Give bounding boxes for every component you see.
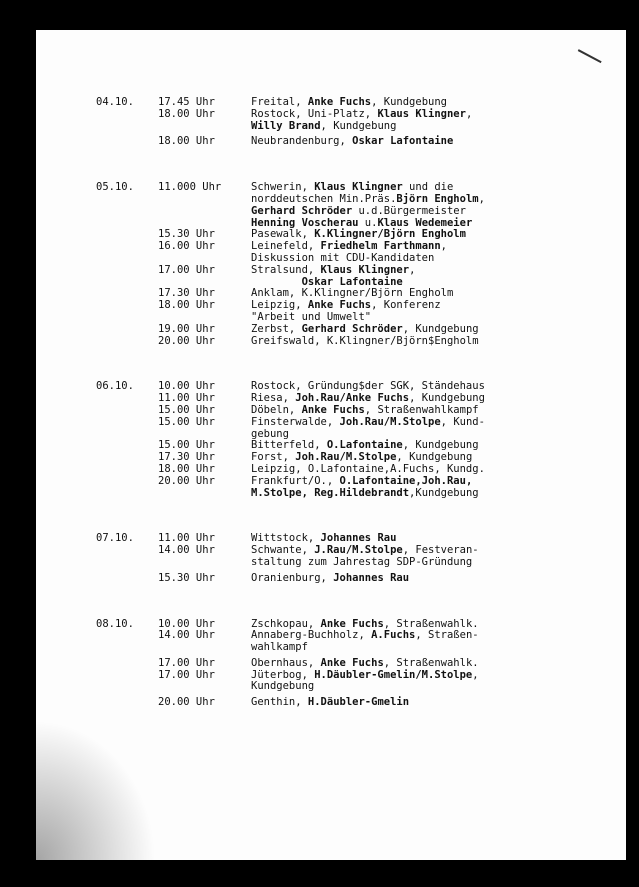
person-name: Gerhard Schröder [251,204,353,217]
person-name: Joh.Rau/M.Stolpe [339,415,441,428]
person-name: Anke Fuchs [307,299,372,312]
entry-text: Anklam, K.Klingner/Björn Engholm [251,287,454,300]
entry-time: 10.00 Uhr [158,617,215,630]
entry-time: 17.00 Uhr [158,656,215,669]
entry-text: , Straßen- [415,629,479,642]
entry-description [251,417,616,441]
pen-mark [568,49,601,81]
entry-text: Schwerin, [251,181,315,194]
entry-line [251,417,616,429]
entry-text: Schwante, [251,544,315,557]
entry-line [251,642,616,654]
person-name: Anke Fuchs [320,617,384,630]
entry-text: Genthin, [251,696,308,709]
entry-description [251,697,616,709]
schedule-entry [96,573,616,585]
person-name: Johannes Rau [333,571,410,584]
schedule-entry [96,697,616,709]
entry-description [251,476,616,500]
entry-date: 04.10. [96,96,134,108]
entry-text: , Kundgebung [402,322,479,335]
person-name: Gerhard Schröder [301,322,403,335]
entry-text: , Festveran- [402,544,479,557]
entry-description [251,630,616,654]
person-name: A.Fuchs [371,629,416,642]
entry-time: 18.00 Uhr [158,107,215,120]
entry-time: 18.00 Uhr [158,462,215,475]
entry-time: 20.00 Uhr [158,334,215,347]
day-block [96,533,616,584]
entry-text: , Kundgebung [402,439,479,452]
entry-time: 18.00 Uhr [158,299,215,312]
person-name: J.Rau/M.Stolpe [314,544,403,557]
entry-line [251,557,616,569]
entry-text: Leipzig, [251,299,308,312]
entry-text: norddeutschen Min.Präs. [251,192,397,205]
day-block [96,619,616,710]
entry-time: 14.00 Uhr [158,544,215,557]
entry-text: , Konferenz [371,299,441,312]
entry-time: 20.00 Uhr [158,474,215,487]
entry-text: Finsterwalde, [251,415,340,428]
schedule-entry [96,476,616,500]
entry-time: 19.00 Uhr [158,322,215,335]
schedule-entry [96,182,616,229]
entry-text: Kundgebung [251,680,315,693]
entry-text: Jüterbog, [251,668,315,681]
schedule-entry [96,630,616,654]
entry-description [251,136,616,148]
entry-description [251,109,616,133]
schedule-entry [96,300,616,324]
entry-description [251,265,616,289]
entry-text: , Straßenwahlkampf [364,403,479,416]
entry-text: , [472,668,479,681]
entry-text: "Arbeit und Umwelt" [251,310,372,323]
entry-description [251,545,616,569]
entry-line [251,681,616,693]
entry-line [251,121,616,133]
entry-line [251,136,616,148]
entry-time: 20.00 Uhr [158,696,215,709]
entry-time: 16.00 Uhr [158,240,215,253]
entry-description [251,336,616,348]
entry-text: und die [402,181,454,194]
entry-text: Annaberg-Buchholz, [251,629,372,642]
schedule-list [96,97,616,709]
person-name: Joh.Rau/M.Stolpe [295,451,397,464]
entry-time: 10.00 Uhr [158,380,215,393]
entry-line [251,336,616,348]
entry-text: , [409,263,416,276]
entry-line [251,573,616,585]
person-name: Friedhelm Farthmann [320,240,441,253]
document-page [36,30,626,860]
entry-text: Bitterfeld, [251,439,327,452]
entry-text: Freital, [251,96,308,108]
entry-description [251,670,616,694]
person-name: Klaus Klingner [314,181,403,194]
entry-date: 05.10. [96,181,134,194]
entry-description [251,241,616,265]
person-name: Anke Fuchs [320,656,384,669]
schedule-entry [96,336,616,348]
entry-text: , Kundgebung [409,392,485,405]
entry-text: Zschkopau, [251,617,321,630]
schedule-entry [96,136,616,148]
entry-time: 15.30 Uhr [158,571,215,584]
entry-text: , Kundgebung [396,451,473,464]
person-name: M.Stolpe, Reg.Hildebrandt [251,486,410,499]
entry-time: 11.00 Uhr [158,532,215,545]
entry-text: Diskussion mit CDU-Kandidaten [251,251,435,264]
entry-text: Greifswald, K.Klingner/Björn$Engholm [251,334,479,347]
entry-text: Rostock, Gründung$der SGK, Ständehaus [251,380,485,393]
entry-time: 17.00 Uhr [158,263,215,276]
person-name: H.Däubler-Gmelin/M.Stolpe [314,668,473,681]
person-name: Willy Brand [251,119,321,132]
entry-date: 07.10. [96,532,134,545]
entry-text: Obernhaus, [251,656,321,669]
person-name: O.Lafontaine,Joh.Rau, [339,474,473,487]
person-name: Joh.Rau/Anke Fuchs [295,392,410,405]
entry-text: , [478,192,485,205]
day-block [96,97,616,148]
person-name: Oskar Lafontaine [352,135,454,148]
entry-text: Frankfurt/O., [251,474,340,487]
entry-date: 06.10. [96,380,134,393]
entry-time: 14.00 Uhr [158,629,215,642]
entry-time: 17.00 Uhr [158,668,215,681]
schedule-entry [96,545,616,569]
entry-text: staltung zum Jahrestag SDP-Gründung [251,555,473,568]
entry-date: 08.10. [96,617,134,630]
entry-text: Rostock, Uni-Platz, [251,107,378,120]
entry-description [251,182,616,229]
entry-text: Pasewalk, [251,228,315,241]
person-name: Klaus Wedemeier [377,216,473,229]
entry-time: 18.00 Uhr [158,135,215,148]
entry-time: 17.45 Uhr [158,96,215,108]
entry-text: Oranienburg, [251,571,334,584]
entry-description [251,573,616,585]
entry-text: , Kundgebung [320,119,397,132]
person-name: H.Däubler-Gmelin [307,696,410,709]
entry-text: , Kund- [440,415,485,428]
person-name: Oskar Lafontaine [301,275,403,288]
entry-time: 17.30 Uhr [158,451,215,464]
entry-text: , Straßenwahlk. [383,656,479,669]
person-name: Anke Fuchs [307,96,372,108]
person-name: Anke Fuchs [301,403,365,416]
entry-text: Stralsund, [251,263,321,276]
entry-text: , Straßenwahlk. [383,617,479,630]
person-name: Henning Voscherau [251,216,359,229]
person-name: K.Klingner/Björn Engholm [314,228,466,241]
entry-text: Leipzig, O.Lafontaine,A.Fuchs, Kundg. [251,462,485,475]
entry-line [251,488,616,500]
entry-text: gebung [251,427,289,440]
person-name: O.Lafontaine [326,439,403,452]
entry-time: 15.00 Uhr [158,439,215,452]
schedule-entry [96,670,616,694]
entry-text: Wittstock, [251,532,321,545]
entry-text: u. [358,216,378,229]
person-name: Johannes Rau [320,532,397,545]
entry-text: wahlkampf [251,641,308,654]
entry-text [251,276,302,288]
entry-text: ,Kundgebung [409,486,479,499]
person-name: Klaus Klingner [377,107,466,120]
entry-text: u.d.Bürgermeister [352,204,466,217]
schedule-entry [96,265,616,289]
day-block [96,381,616,499]
entry-text: Forst, [251,451,296,464]
entry-line [251,697,616,709]
entry-description [251,300,616,324]
schedule-entry [96,241,616,265]
schedule-entry [96,417,616,441]
entry-text: Riesa, [251,392,296,405]
entry-time: 15.00 Uhr [158,403,215,416]
entry-time: 15.30 Uhr [158,228,215,241]
person-name: Klaus Klingner [320,263,410,276]
entry-text: Zerbst, [251,322,302,335]
entry-text: Döbeln, [251,403,302,416]
entry-text: Neubrandenburg, [251,135,353,148]
entry-text: , Kundgebung [371,96,447,108]
entry-time: 11.000 Uhr [158,181,222,194]
entry-text: , [465,107,473,120]
entry-time: 15.00 Uhr [158,415,215,428]
day-block [96,182,616,347]
entry-text: Leinefeld, [251,240,321,253]
entry-time: 11.00 Uhr [158,392,215,405]
entry-time: 17.30 Uhr [158,287,215,300]
schedule-entry [96,109,616,133]
entry-text: , [440,240,447,253]
person-name: Björn Engholm [396,192,479,205]
